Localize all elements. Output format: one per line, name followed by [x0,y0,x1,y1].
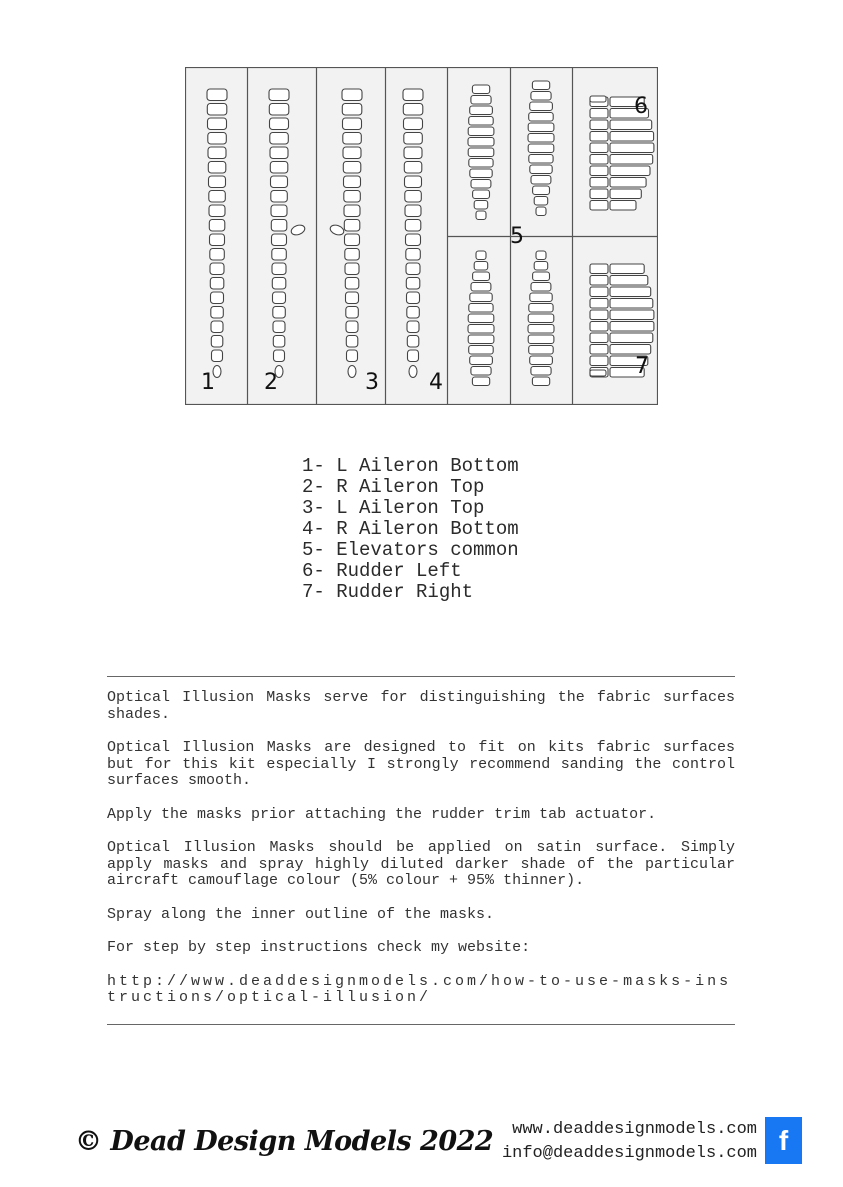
mask-segment [474,201,488,210]
mask-segment [590,310,608,320]
mask-segment [272,249,287,261]
mask-segment [345,234,360,246]
mask-segment [532,81,549,90]
legend-item: 7- Rudder Right [302,581,474,603]
instructions-url[interactable]: http://www.deaddesignmodels.com/how-to-use-masks-instructions/optical-illusion/ [107,972,732,1006]
mask-segment [532,377,549,386]
mask-segment [610,333,653,343]
mask-segment [590,264,608,274]
mask-segment [529,346,554,355]
mask-segment [528,134,554,143]
mask-segment [476,251,486,260]
mask-segment [590,370,606,376]
mask-segment [406,234,421,246]
mask-segment [208,147,226,159]
mask-segment [408,350,419,362]
mask-segment [469,346,494,355]
mask-segment [590,322,608,332]
mask-segment [343,133,362,145]
mask-segment [531,92,551,101]
mask-segment [590,166,608,176]
mask-segment [471,367,491,376]
mask-segment [406,263,420,275]
panel-number: 2 [264,370,278,395]
mask-segment [590,345,608,355]
mask-segment [207,104,227,116]
mask-segment [404,147,422,159]
mask-segment [471,180,491,189]
mask-segment [273,336,285,348]
mask-segment [405,220,421,232]
mask-segment [405,205,421,217]
mask-segment [407,336,419,348]
divider-bottom [107,1024,735,1025]
panel-number: 1 [201,370,215,395]
mask-segment [345,278,359,290]
mask-segment [272,234,287,246]
mask-segment [273,307,286,319]
mask-legend [302,456,519,603]
mask-segment [469,159,493,168]
mask-segment [469,304,493,313]
mask-segment [209,220,225,232]
mask-segment [210,263,224,275]
mask-segment [271,205,287,217]
mask-segment [473,272,490,281]
mask-segment [210,234,225,246]
mask-segment [346,321,358,333]
mask-segment [346,292,359,304]
instruction-paragraph: Optical Illusion Masks are designed to fit on kits fabric surfaces but for this kit especially I strongly recommend sanding the control surfaces smooth. [107,739,735,789]
mask-segment [610,120,652,130]
mask-segment [470,169,492,178]
mask-segment [405,176,422,188]
mask-tip [409,366,417,378]
mask-segment [406,249,421,261]
mask-segment [590,201,608,211]
legend-item: 1- L Aileron Bottom [302,455,519,477]
mask-segment [534,197,548,206]
mask-segment [590,96,606,102]
mask-segment [590,287,608,297]
mask-segment [270,133,289,145]
mask-segment [473,190,490,199]
mask-segment [471,96,491,105]
mask-segment [274,350,285,362]
mask-segment [530,293,552,302]
mask-segment [344,191,361,203]
mask-segment [610,264,644,274]
mask-segment [470,293,492,302]
mask-segment [531,176,551,185]
instruction-paragraph: Optical Illusion Masks serve for distinguishing the fabric surfaces shades. [107,689,735,723]
mask-segment [271,220,287,232]
mask-segment [476,211,486,220]
legend-item: 2- R Aileron Top [302,476,485,498]
mask-segment [208,118,227,130]
mask-segment [531,283,551,292]
mask-segment [407,307,420,319]
mask-segment [474,262,488,271]
mask-segment [272,263,286,275]
mask-segment [208,133,227,145]
mask-segment [610,178,646,188]
mask-segment [610,299,653,309]
mask-segment [210,249,225,261]
mask-segment [528,123,554,132]
mask-segment [530,165,552,174]
mask-segment [405,191,422,203]
mask-segment [209,191,226,203]
mask-segment [610,132,654,142]
mask-segment [270,162,288,174]
mask-segment [590,178,608,188]
contact-info [470,1118,757,1166]
mask-segment [403,89,423,101]
mask-segment [529,155,553,164]
mask-segment [470,356,493,365]
mask-segment [528,144,554,153]
mask-segment [610,322,654,332]
mask-segment [406,278,420,290]
mask-segment [534,262,548,271]
mask-segment [211,292,224,304]
mask-segment [530,356,553,365]
mask-segment [590,189,608,199]
mask-segment [209,205,225,217]
mask-segment [269,89,289,101]
mask-segment [528,314,554,323]
website-link[interactable]: www.deaddesignmodels.com [512,1120,757,1139]
mask-segment [472,377,489,386]
mask-segment [343,162,361,174]
panel-number: 5 [510,224,524,249]
instruction-paragraph: Spray along the inner outline of the masks. [107,905,495,923]
divider-top [107,676,735,677]
mask-segment [345,263,359,275]
mask-segment [211,307,224,319]
instructions [107,690,735,1024]
mask-segment [590,276,608,286]
mask-segment [531,367,551,376]
mask-segment [407,321,419,333]
mask-segment [590,299,608,309]
instruction-paragraph: For step by step instructions check my website: [107,939,531,956]
mask-segment [610,276,648,286]
mask-segment [528,335,554,344]
mask-segment [610,155,653,165]
mask-segment [344,220,360,232]
mask-segment [590,333,608,343]
mask-segment [343,147,361,159]
panel-number: 6 [634,94,648,119]
mask-tip [348,366,356,378]
mask-segment [269,104,289,116]
mask-segment [211,321,223,333]
mask-segment [270,118,289,130]
mask-segment [346,336,358,348]
instruction-paragraph: Apply the masks prior attaching the rudder trim tab actuator. [107,805,657,823]
mask-segment [270,147,288,159]
panel-number: 4 [429,370,443,395]
facebook-icon[interactable]: f [765,1117,802,1164]
mask-segment [208,162,226,174]
mask-segment [529,304,553,313]
panel-number: 3 [365,370,379,395]
legend-item: 4- R Aileron Bottom [302,518,519,540]
mask-segment [468,138,494,147]
mask-segment [468,335,494,344]
mask-segment [590,109,608,119]
mask-segment [530,102,553,111]
legend-item: 6- Rudder Left [302,560,462,582]
mask-segment [344,176,361,188]
mask-segment [404,133,423,145]
mask-segment [468,127,494,136]
mask-segment [533,272,550,281]
mask-segment [346,307,359,319]
legend-item: 3- L Aileron Top [302,497,485,519]
panel-number: 7 [635,354,649,379]
mask-segment [209,176,226,188]
mask-segment [610,166,650,176]
mask-segment [610,310,654,320]
mask-segment [472,85,489,94]
mask-segment [345,249,360,261]
mask-segment [468,325,494,334]
mask-segment [273,292,286,304]
mask-segment [273,321,285,333]
mask-segment [536,207,546,216]
mask-segment [536,251,546,260]
mask-segment [470,106,493,115]
mask-segment [469,117,494,126]
mask-segment [212,350,223,362]
mask-segment [468,148,494,157]
mask-segment [342,89,362,101]
email-link[interactable]: info@deaddesignmodels.com [501,1144,757,1163]
copyright-logo: © Dead Design Models 2022 [75,1126,494,1157]
mask-segment [590,132,608,142]
mask-sheet-diagram [185,67,658,405]
instruction-paragraph: Optical Illusion Masks should be applied on satin surface. Simply apply masks and spray highly diluted darker shade of the particular aircraft camouflage colour (5% colour + 95% thinner). [107,839,735,889]
mask-segment [210,278,224,290]
mask-segment [468,314,494,323]
legend-item: 5- Elevators common [302,539,519,561]
mask-segment [343,118,362,130]
mask-segment [590,356,608,366]
mask-segment [610,345,651,355]
mask-segment [610,143,654,153]
mask-segment [610,189,641,199]
mask-segment [471,283,491,292]
mask-segment [407,292,420,304]
mask-segment [271,191,288,203]
mask-segment [347,350,358,362]
mask-segment [271,176,288,188]
mask-segment [590,120,608,130]
mask-segment [529,113,554,122]
mask-segment [403,104,423,116]
mask-segment [211,336,223,348]
mask-segment [404,118,423,130]
mask-segment [207,89,227,101]
mask-segment [610,287,651,297]
mask-segment [590,143,608,153]
mask-segment [342,104,362,116]
mask-segment [272,278,286,290]
mask-segment [344,205,360,217]
mask-segment [590,155,608,165]
mask-segment [528,325,554,334]
mask-segment [533,186,550,195]
mask-segment [404,162,422,174]
mask-segment [610,201,636,211]
